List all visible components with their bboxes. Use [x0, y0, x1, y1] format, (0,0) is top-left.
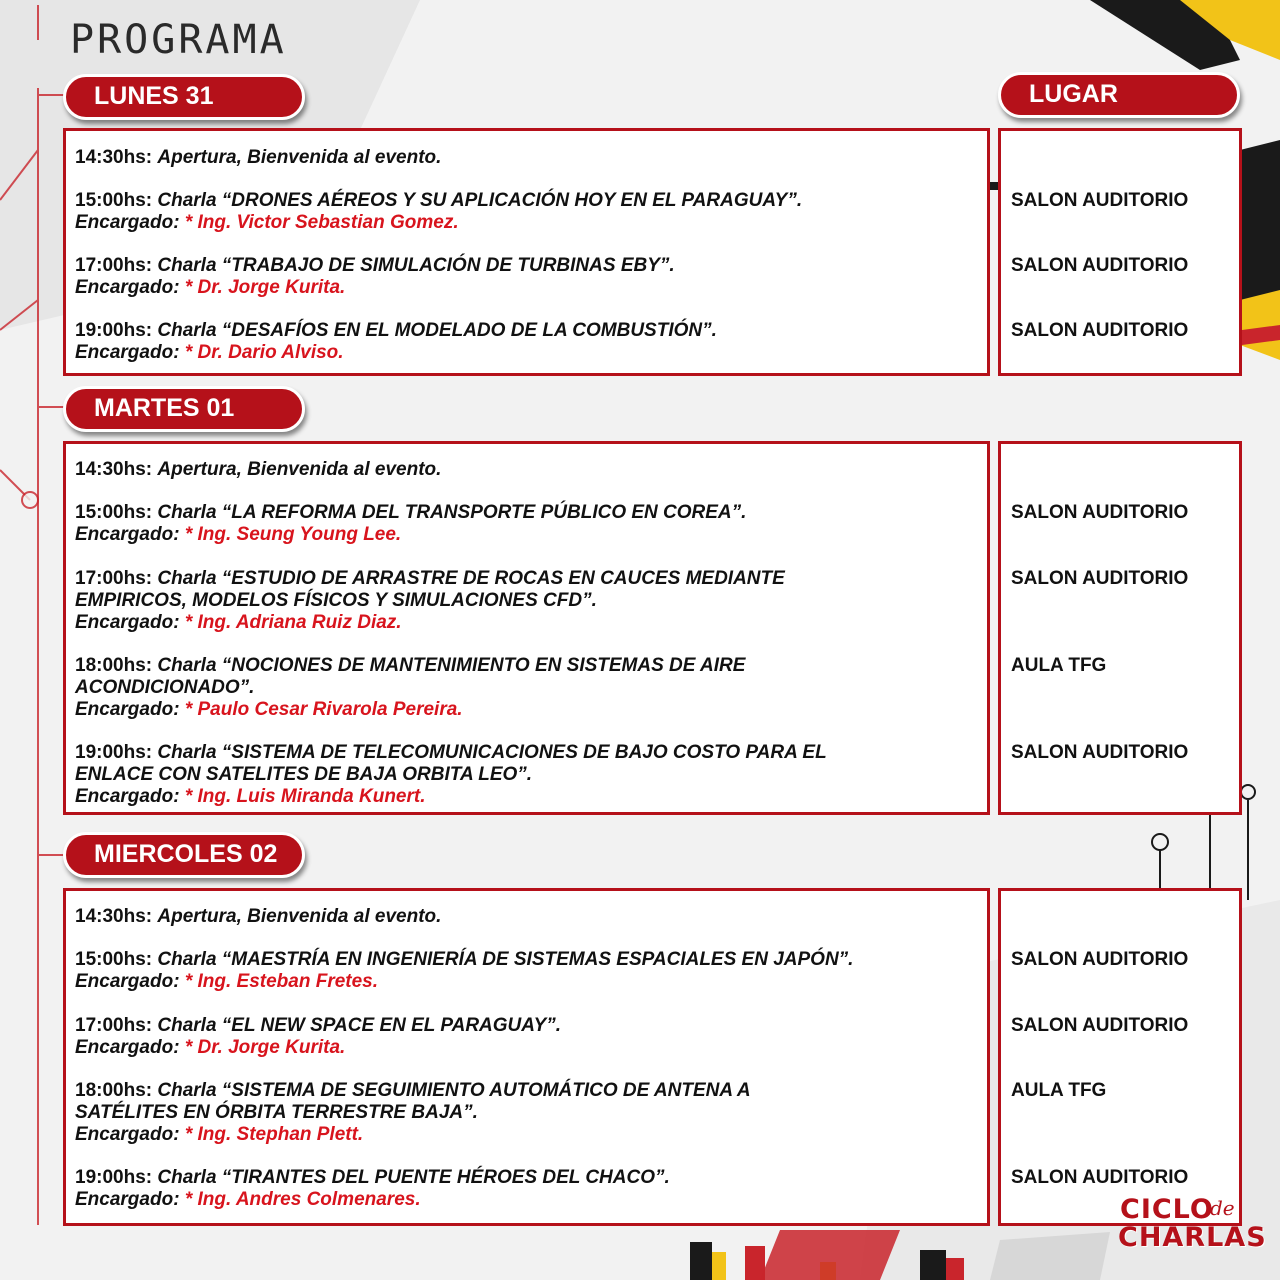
lugar-header	[998, 72, 1240, 118]
event-item: 14:30hs: Apertura, Bienvenida al evento.	[75, 906, 442, 927]
event-place: SALON AUDITORIO	[1011, 502, 1189, 523]
speaker-name: * Dr. Dario Alviso.	[184, 342, 344, 363]
event-place: SALON AUDITORIO	[1011, 190, 1189, 211]
event-item: 19:00hs: Charla “SISTEMA DE TELECOMUNICACIONES DE BAJO COSTO PARA EL ENLACE CON SATELITES DE BAJA ORBITA LEO”. Encargado: * Ing. Luis Miranda Kunert.	[75, 742, 827, 807]
event-item: 14:30hs: Apertura, Bienvenida al evento.	[75, 459, 442, 480]
day-label: MARTES 01	[94, 394, 235, 422]
speaker-name: * Ing. Adriana Ruiz Diaz.	[184, 612, 402, 633]
event-item: 15:00hs: Charla “LA REFORMA DEL TRANSPORTE PÚBLICO EN COREA”. Encargado: * Ing. Seung Young Lee.	[75, 502, 747, 545]
schedule-box-martes	[63, 441, 990, 815]
event-place: AULA TFG	[1011, 655, 1107, 676]
place-box-miercoles	[998, 888, 1242, 1226]
speaker-name: * Ing. Victor Sebastian Gomez.	[184, 212, 459, 233]
day-header-martes	[63, 386, 305, 432]
event-item: 19:00hs: Charla “DESAFÍOS EN EL MODELADO DE LA COMBUSTIÓN”. Encargado: * Dr. Dario Alviso.	[75, 320, 717, 363]
speaker-name: * Dr. Jorge Kurita.	[184, 1037, 346, 1058]
speaker-name: * Ing. Andres Colmenares.	[184, 1189, 421, 1210]
speaker-name: * Dr. Jorge Kurita.	[184, 277, 346, 298]
event-place: SALON AUDITORIO	[1011, 255, 1189, 276]
event-item: 17:00hs: Charla “TRABAJO DE SIMULACIÓN DE TURBINAS EBY”. Encargado: * Dr. Jorge Kurita.	[75, 255, 675, 298]
event-item: 18:00hs: Charla “SISTEMA DE SEGUIMIENTO AUTOMÁTICO DE ANTENA A SATÉLITES EN ÓRBITA TERRESTRE BAJA”. Encargado: * Ing. Stephan Plett.	[75, 1080, 751, 1145]
event-item: 17:00hs: Charla “ESTUDIO DE ARRASTRE DE ROCAS EN CAUCES MEDIANTE EMPIRICOS, MODELOS FÍSICOS Y SIMULACIONES CFD”. Encargado: * Ing. Adriana Ruiz Diaz.	[75, 568, 785, 633]
speaker-name: * Ing. Luis Miranda Kunert.	[184, 786, 426, 807]
event-place: SALON AUDITORIO	[1011, 568, 1189, 589]
day-header-lunes	[63, 74, 305, 120]
event-item: 15:00hs: Charla “DRONES AÉREOS Y SU APLICACIÓN HOY EN EL PARAGUAY”. Encargado: * Ing. Victor Sebastian Gomez.	[75, 190, 803, 233]
ciclo-de-charlas-logo: CICLO de CHARLAS	[1118, 1194, 1267, 1253]
speaker-name: * Ing. Stephan Plett.	[184, 1124, 364, 1145]
place-box-lunes	[998, 128, 1242, 376]
day-label: MIERCOLES 02	[94, 840, 278, 868]
lugar-label: LUGAR	[1029, 80, 1118, 108]
speaker-name: * Ing. Esteban Fretes.	[184, 971, 379, 992]
day-label: LUNES 31	[94, 82, 214, 110]
event-place: SALON AUDITORIO	[1011, 1015, 1189, 1036]
event-item: 17:00hs: Charla “EL NEW SPACE EN EL PARAGUAY”. Encargado: * Dr. Jorge Kurita.	[75, 1015, 562, 1058]
speaker-name: * Paulo Cesar Rivarola Pereira.	[184, 699, 463, 720]
event-place: SALON AUDITORIO	[1011, 1167, 1189, 1188]
page-title: PROGRAMA	[70, 17, 287, 63]
day-header-miercoles	[63, 832, 305, 878]
event-item: 15:00hs: Charla “MAESTRÍA EN INGENIERÍA DE SISTEMAS ESPACIALES EN JAPÓN”. Encargado: * Ing. Esteban Fretes.	[75, 949, 854, 992]
speaker-name: * Ing. Seung Young Lee.	[184, 524, 402, 545]
place-box-martes	[998, 441, 1242, 815]
event-item: 18:00hs: Charla “NOCIONES DE MANTENIMIENTO EN SISTEMAS DE AIRE ACONDICIONADO”. Encargado: * Paulo Cesar Rivarola Pereira.	[75, 655, 746, 720]
event-place: SALON AUDITORIO	[1011, 320, 1189, 341]
event-place: AULA TFG	[1011, 1080, 1107, 1101]
event-place: SALON AUDITORIO	[1011, 949, 1189, 970]
schedule-box-miercoles	[63, 888, 990, 1226]
schedule-box-lunes	[63, 128, 990, 376]
event-item: 14:30hs: Apertura, Bienvenida al evento.	[75, 147, 442, 168]
event-item: 19:00hs: Charla “TIRANTES DEL PUENTE HÉROES DEL CHACO”. Encargado: * Ing. Andres Colmenares.	[75, 1167, 670, 1210]
event-place: SALON AUDITORIO	[1011, 742, 1189, 763]
